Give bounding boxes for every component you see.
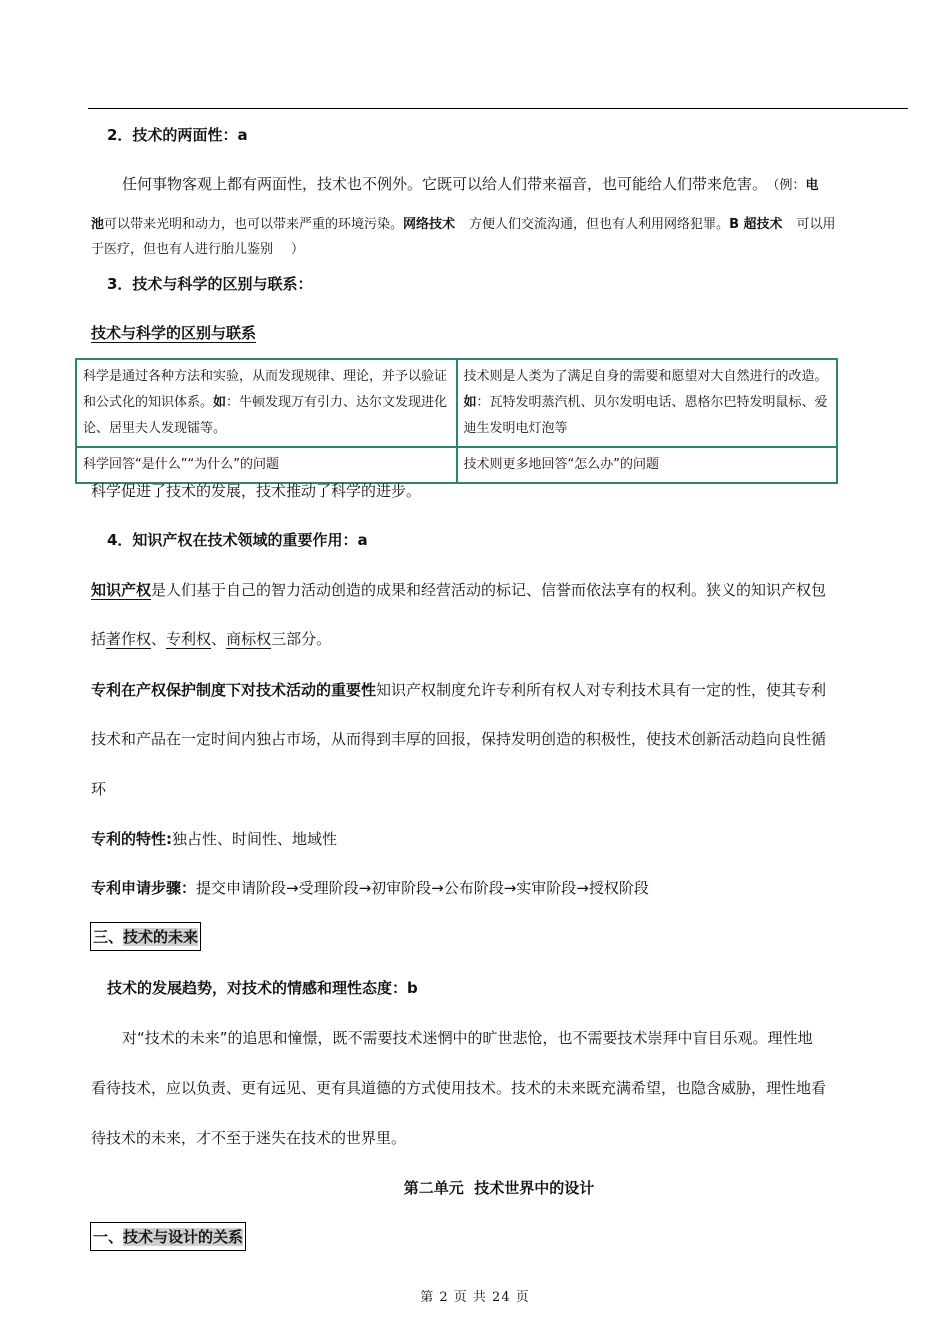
patent-importance-text-1: 知识产权制度允许专利所有权人对专利技术具有一定的性，使其专利 xyxy=(376,681,827,699)
science-definition-text: 科学是通过各种方法和实验，从而发现规律、理论，并予以验证和公式化的知识体系。 xyxy=(83,369,448,410)
section-4-heading: 4．知识产权在技术领域的重要作用：a xyxy=(107,531,368,549)
science-question-cell: 科学回答“是什么”“为什么”的问题 xyxy=(76,447,457,483)
example-ultrasound-term: B 超技术 xyxy=(729,217,783,232)
ip-term: 知识产权 xyxy=(91,581,152,599)
example-ultrasound-text-2: 于医疗，但也有人进行胎儿鉴别 xyxy=(91,242,274,257)
example-battery-end: 池 xyxy=(91,217,105,232)
ip-categories-prefix: 括 xyxy=(91,630,107,648)
science-technology-table xyxy=(75,358,838,484)
section-3-conclusion: 科学促进了技术的发展，技术推动了科学的进步。 xyxy=(91,482,422,500)
technology-question-cell: 技术则更多地回答“怎么办”的问题 xyxy=(457,447,838,483)
separator: 、 xyxy=(211,630,227,648)
two-sided-text: 任何事物客观上都有两面性，技术也不例外。它既可以给人们带来福音，也可能给人们带来危害。 xyxy=(122,175,768,193)
section-3-subheading: 技术与科学的区别与联系 xyxy=(91,324,257,342)
science-definition-cell xyxy=(76,359,457,447)
example-battery-text: 可以带来光明和动力，也可以带来严重的环境污染。 xyxy=(104,217,404,232)
patent-steps-text: 提交申请阶段→受理阶段→初审阶段→公布阶段→实审阶段→授权阶段 xyxy=(196,879,649,897)
section-2-example-line-2 xyxy=(91,238,304,257)
patent-importance-line-1 xyxy=(91,679,826,700)
technology-example-label: 如 xyxy=(463,395,477,410)
future-paragraph-line-1: 对“技术的未来”的追思和憧憬，既不需要技术迷惘中的旷世悲怆，也不需要技术崇拜中盲目乐观。理性地 xyxy=(122,1029,813,1047)
section-title-text: 技术的未来 xyxy=(123,928,199,946)
separator: 、 xyxy=(151,630,167,648)
section-future-title xyxy=(90,922,201,951)
section-2-paragraph xyxy=(122,173,819,194)
example-open: （例： xyxy=(773,178,806,193)
technology-examples: ：瓦特发明蒸汽机、贝尔发明电话、恩格尔巴特发明鼠标、爱迪生发明电灯泡等 xyxy=(463,395,828,436)
patent-importance-line-2: 技术和产品在一定时间内独占市场，从而得到丰厚的回报，保持发明创造的积极性，使技术创新活动趋向良性循 xyxy=(91,730,827,748)
example-network-text: 方便人们交流沟通，但也有人利用网络犯罪。 xyxy=(469,217,730,232)
future-heading: 技术的发展趋势，对技术的情感和理性态度：b xyxy=(107,979,418,997)
section-2-example-line-1 xyxy=(91,213,836,232)
future-paragraph-line-3: 待技术的未来，才不至于迷失在技术的世界里。 xyxy=(91,1129,407,1147)
example-ultrasound-text: 可以用 xyxy=(796,217,836,232)
table-row xyxy=(76,447,837,483)
trademark-term: 商标权 xyxy=(226,630,272,648)
patent-importance-label: 专利在产权保护制度下对技术活动的重要性 xyxy=(91,681,377,699)
unit-2-section-title xyxy=(90,1222,246,1251)
technology-definition-cell xyxy=(457,359,838,447)
page-footer: 第 2 页 共 24 页 xyxy=(420,1290,530,1305)
patent-traits-text: 独占性、时间性、地域性 xyxy=(172,830,338,848)
ip-definition xyxy=(91,579,826,600)
example-battery-start: 电 xyxy=(805,178,819,193)
section-2-heading: 2．技术的两面性：a xyxy=(107,126,248,144)
patent-steps xyxy=(91,877,649,898)
section-3-heading: 3．技术与科学的区别与联系： xyxy=(107,275,313,293)
patent-steps-label: 专利申请步骤： xyxy=(91,879,197,897)
table-row xyxy=(76,359,837,447)
header-rule xyxy=(88,108,908,109)
patent-term: 专利权 xyxy=(166,630,212,648)
ip-categories xyxy=(91,628,331,649)
section-title-text: 技术与设计的关系 xyxy=(123,1228,244,1246)
unit-2-title: 第二单元 技术世界中的设计 xyxy=(403,1179,595,1197)
patent-importance-line-3: 环 xyxy=(91,780,107,798)
example-close: ） xyxy=(291,242,305,257)
example-network-term: 网络技术 xyxy=(403,217,456,232)
science-examples: ：牛顿发现万有引力、达尔文发现进化论、居里夫人发现镭等。 xyxy=(83,395,448,436)
section-number: 三、 xyxy=(93,928,124,946)
patent-traits xyxy=(91,828,337,849)
ip-definition-text: 是人们基于自己的智力活动创造的成果和经营活动的标记、信誉而依法享有的权利。狭义的知识产权包 xyxy=(151,581,827,599)
science-example-label: 如 xyxy=(213,395,227,410)
copyright-term: 著作权 xyxy=(106,630,152,648)
section-number: 一、 xyxy=(93,1228,124,1246)
future-paragraph-line-2: 看待技术，应以负责、更有远见、更有具道德的方式使用技术。技术的未来既充满希望，也隐含威胁，理性地看 xyxy=(91,1079,827,1097)
ip-categories-suffix: 三部分。 xyxy=(271,630,332,648)
technology-definition-text: 技术则是人类为了满足自身的需要和愿望对大自然进行的改造。 xyxy=(463,369,828,384)
patent-traits-label: 专利的特性: xyxy=(91,830,172,848)
